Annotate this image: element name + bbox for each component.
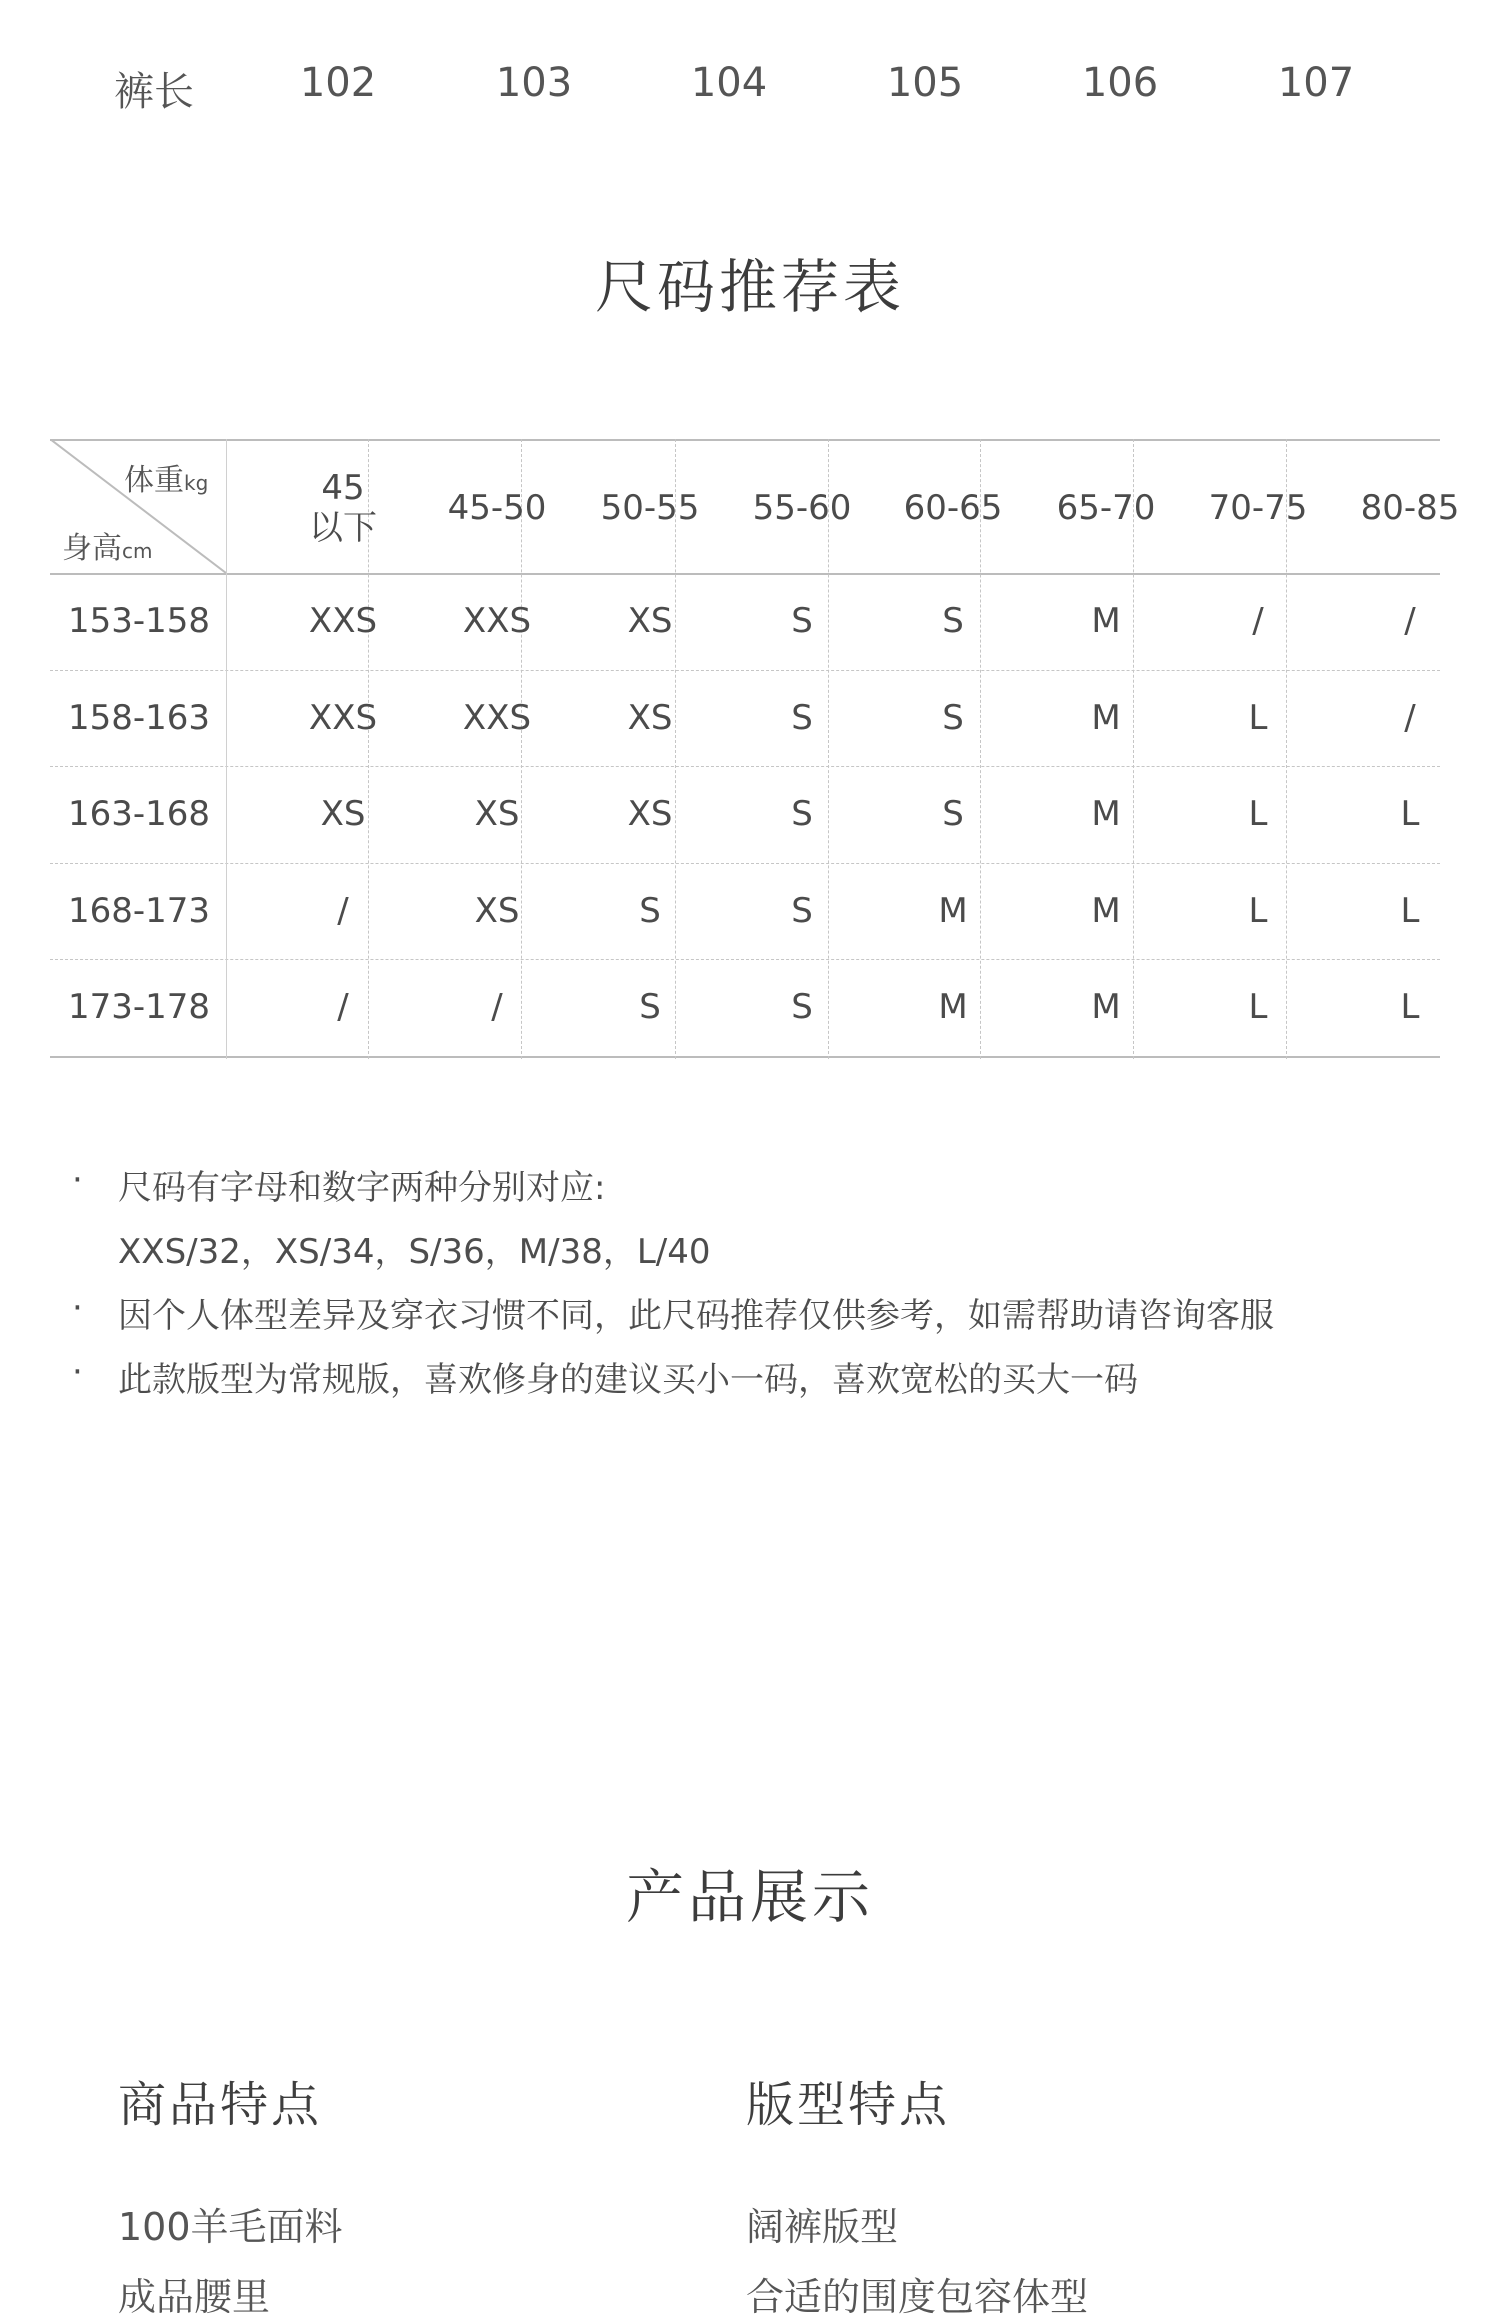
recommended-size-cell: L [1248,890,1268,931]
height-range-label: 168-173 [68,890,211,931]
recommended-size-cell: L [1400,890,1420,931]
recommended-size-cell: / [337,987,349,1028]
table-column-divider [1133,439,1134,1059]
pant-length-value: 103 [495,60,573,106]
recommended-size-cell: S [791,987,813,1028]
recommended-size-cell: L [1248,794,1268,835]
recommended-size-cell: M [1091,794,1121,835]
recommended-size-cell: / [1252,601,1264,642]
recommended-size-cell: S [942,794,964,835]
recommended-size-cell: L [1248,987,1268,1028]
recommended-size-cell: S [791,890,813,931]
pant-length-label: 裤长 [114,69,194,115]
weight-column-header: 55-60 [752,488,852,528]
weight-header [124,455,208,499]
fit-feature-item: 合适的围度包容体型 [746,2275,1089,2319]
table-column-divider [521,439,522,1059]
product-features-heading: 商品特点 [118,2077,323,2133]
height-unit: cm [122,539,153,563]
pant-length-value: 105 [886,60,964,106]
recommended-size-cell: L [1400,987,1420,1028]
recommended-size-cell: S [791,794,813,835]
recommended-size-cell: / [491,987,503,1028]
pant-length-value: 106 [1081,60,1159,106]
recommended-size-cell: XS [474,890,520,931]
bullet: · [72,1160,83,1200]
height-range-label: 153-158 [68,601,211,642]
recommended-size-cell: / [337,890,349,931]
weight-range-line: 以下 [309,508,377,548]
weight-column-header: 70-75 [1208,488,1308,528]
fit-features-heading: 版型特点 [746,2077,951,2133]
weight-column-header: 60-65 [903,488,1003,528]
pant-length-value: 107 [1277,60,1355,106]
recommended-size-cell: XXS [308,601,378,642]
table-row-divider [50,863,1440,864]
product-display-title: 产品展示 [625,1863,874,1931]
table-column-divider [980,439,981,1059]
weight-column-header: 45-50 [447,488,547,528]
recommended-size-cell: XS [320,794,366,835]
weight-unit: kg [184,471,209,495]
recommended-size-cell: M [1091,601,1121,642]
weight-column-header: 65-70 [1056,488,1156,528]
note-text: 此款版型为常规版，喜欢修身的建议买小一码，喜欢宽松的买大一码 [118,1360,1138,1400]
recommended-size-cell: M [1091,987,1121,1028]
weight-column-header [309,468,377,548]
pant-length-row [0,50,1500,120]
recommended-size-cell: XS [474,794,520,835]
recommended-size-cell: / [1404,697,1416,738]
recommended-size-cell: S [639,890,661,931]
recommended-size-cell: XS [627,794,673,835]
weight-header-label: 体重 [124,463,184,498]
note-text: 尺码有字母和数字两种分别对应: [118,1168,606,1208]
recommended-size-cell: XXS [308,697,378,738]
height-header-label: 身高 [62,531,122,566]
pant-length-value: 104 [690,60,768,106]
table-row-divider [50,959,1440,960]
pant-length-value: 102 [299,60,377,106]
recommended-size-cell: XS [627,601,673,642]
size-chart-title: 尺码推荐表 [594,253,905,321]
recommended-size-cell: M [938,890,968,931]
table-row-divider [50,670,1440,671]
table-column-divider [226,439,227,1059]
recommended-size-cell: XXS [462,601,532,642]
table-column-divider [828,439,829,1059]
table-column-divider [1286,439,1287,1059]
recommended-size-cell: S [791,601,813,642]
height-range-label: 158-163 [68,697,211,738]
recommended-size-cell: S [639,987,661,1028]
product-feature-item: 100羊毛面料 [118,2205,343,2249]
bullet: · [72,1352,83,1392]
height-range-label: 173-178 [68,987,211,1028]
recommended-size-cell: / [1404,601,1416,642]
recommended-size-cell: XS [627,697,673,738]
weight-column-header: 50-55 [600,488,700,528]
size-recommendation-table [50,439,1460,1059]
table-row-divider [50,766,1440,767]
recommended-size-cell: S [942,601,964,642]
table-bottom-border [50,1056,1440,1058]
table-top-border [50,439,1440,441]
table-column-divider [675,439,676,1059]
fit-feature-item: 阔裤版型 [746,2205,899,2249]
recommended-size-cell: M [1091,890,1121,931]
recommended-size-cell: L [1248,697,1268,738]
weight-column-header: 80-85 [1360,488,1460,528]
recommended-size-cell: L [1400,794,1420,835]
note-text: 因个人体型差异及穿衣习惯不同，此尺码推荐仅供参考，如需帮助请咨询客服 [118,1296,1274,1336]
recommended-size-cell: M [938,987,968,1028]
recommended-size-cell: S [791,697,813,738]
height-header [62,523,152,567]
table-header-border [50,573,1440,575]
product-feature-item: 成品腰里 [118,2275,271,2319]
bullet: · [72,1288,83,1328]
height-range-label: 163-168 [68,794,211,835]
recommended-size-cell: M [1091,697,1121,738]
recommended-size-cell: S [942,697,964,738]
note-size-mapping: XXS/32，XS/34，S/36，M/38，L/40 [118,1232,711,1272]
recommended-size-cell: XXS [462,697,532,738]
weight-range-line: 45 [321,468,365,508]
